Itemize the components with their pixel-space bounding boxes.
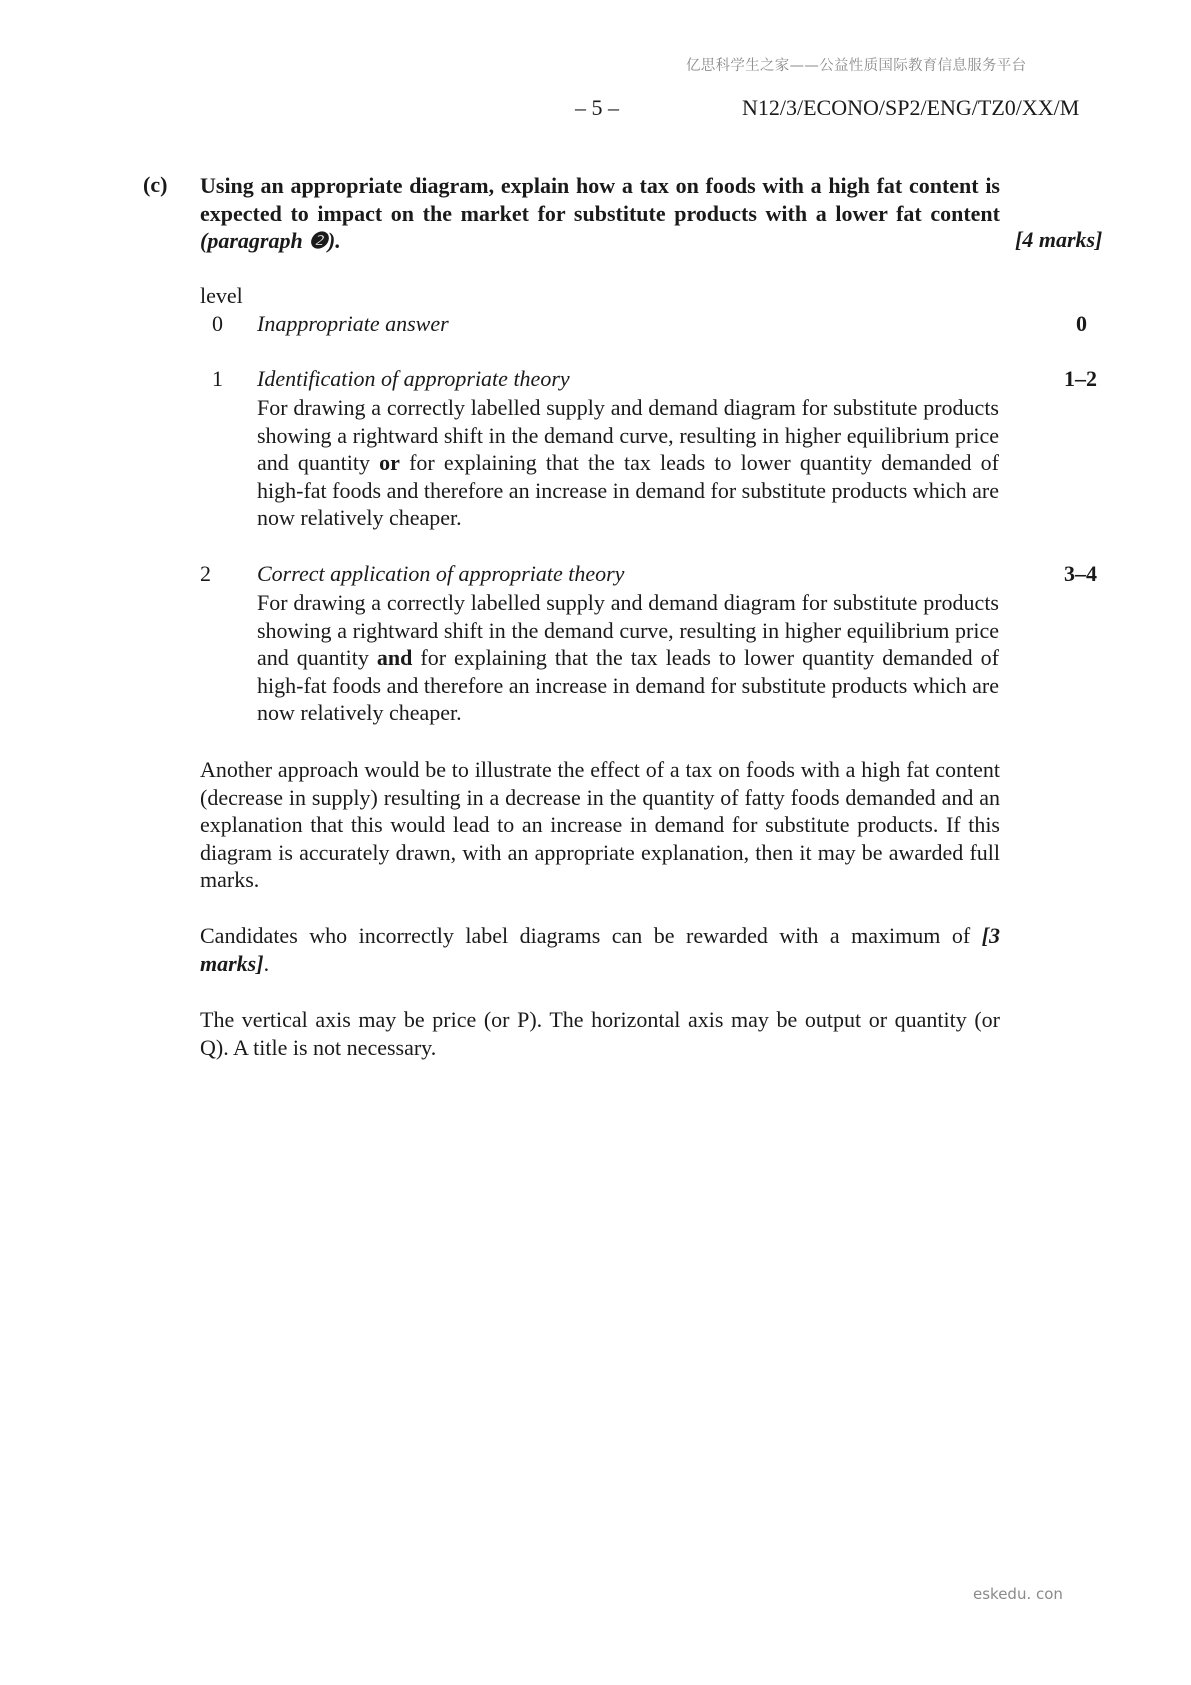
level-2-description <box>257 589 999 727</box>
incorrect-label-note <box>200 922 1000 977</box>
header-watermark: 亿思科学生之家——公益性质国际教育信息服务平台 <box>686 58 1027 74</box>
axes-note: The vertical axis may be price (or P). The horizontal axis may be output or quantity (or Q). A title is not necessary. <box>200 1007 1000 1060</box>
level-heading: level <box>200 283 243 308</box>
incorrect-label-before: Candidates who incorrectly label diagrams can be rewarded with a maximum of <box>200 923 982 948</box>
question-label: (c) <box>143 172 168 197</box>
level-0-title: Inappropriate answer <box>257 311 449 336</box>
level-1-title: Identification of appropriate theory <box>257 366 570 391</box>
incorrect-label-marks: [3 marks] <box>200 923 1000 976</box>
level-1-desc-bold: or <box>379 450 400 476</box>
level-2-desc-bold: and <box>376 645 413 671</box>
level-2-number: 2 <box>200 561 211 586</box>
page-number: – 5 – <box>575 95 619 120</box>
question-text <box>200 172 1000 255</box>
question-marks: [4 marks] <box>1015 227 1103 252</box>
level-2-desc-before: For drawing a correctly labelled supply and demand diagram for substitute products showing a rightward shift in the demand curve, resulting in higher equilibrium price and quantity <box>257 590 999 671</box>
level-2-title: Correct application of appropriate theory <box>257 561 625 586</box>
level-1-description <box>257 394 999 532</box>
incorrect-label-after: . <box>263 950 270 976</box>
question-main: Using an appropriate diagram, explain how a tax on foods with a high fat content is expected to impact on the market for substitute products with a lower fat content <box>200 173 1000 226</box>
level-2-desc-after: for explaining that the tax leads to lower quantity demanded of high-fat foods and therefore an increase in demand for substitute products which are now relatively cheaper. <box>257 645 999 726</box>
level-1-desc-before: For drawing a correctly labelled supply and demand diagram for substitute products showing a rightward shift in the demand curve, resulting in higher equilibrium price and quantity <box>257 395 999 476</box>
footer-watermark: eskedu. con <box>973 1585 1063 1603</box>
level-0-number: 0 <box>212 311 223 336</box>
level-1-desc-after: for explaining that the tax leads to lower quantity demanded of high-fat foods and therefore an increase in demand for substitute products which are now relatively cheaper. <box>257 450 999 531</box>
level-0-marks: 0 <box>1076 311 1087 336</box>
document-code: N12/3/ECONO/SP2/ENG/TZ0/XX/M <box>742 95 1080 120</box>
level-2-marks: 3–4 <box>1064 561 1097 586</box>
another-approach-note: Another approach would be to illustrate the effect of a tax on foods with a high fat content (decrease in supply) resulting in a decrease in the quantity of fatty foods demanded and an explanation that this would lead to an increase in demand for substitute products. If this diagram is accurately drawn, with an appropriate explanation, then it may be awarded full marks. <box>200 757 1000 893</box>
level-1-marks: 1–2 <box>1064 366 1097 391</box>
level-1-number: 1 <box>212 366 223 391</box>
question-paragraph-ref: (paragraph ❷). <box>200 228 341 253</box>
